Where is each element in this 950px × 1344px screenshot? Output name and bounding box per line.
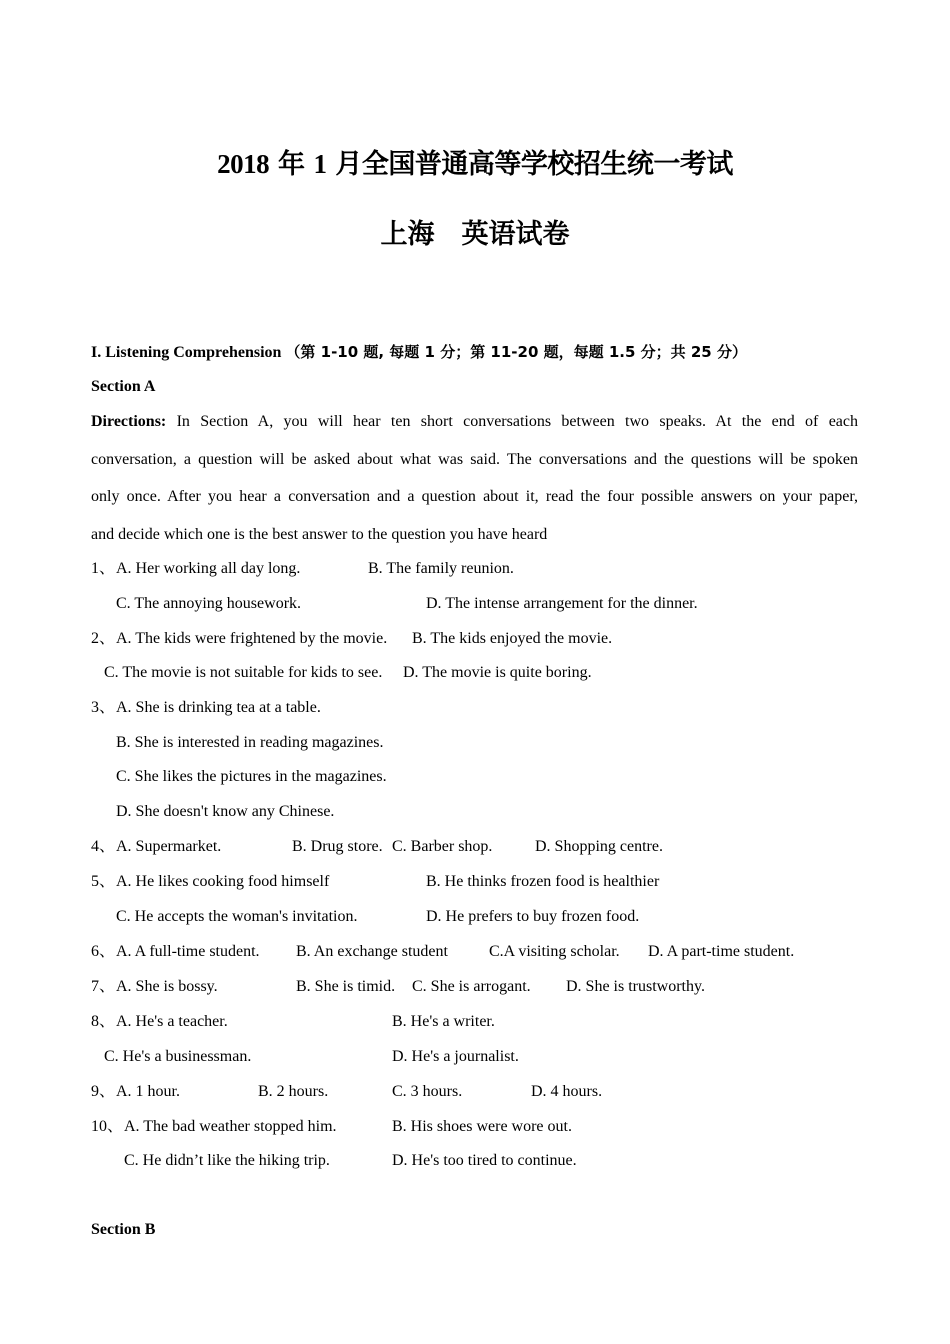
question-number: 2、 — [91, 630, 116, 647]
option-d: D. Shopping centre. — [535, 838, 663, 855]
part-heading — [91, 342, 747, 363]
option-a: A. 1 hour. — [116, 1083, 180, 1100]
option-c: C. 3 hours. — [392, 1083, 463, 1100]
question-number: 6、 — [91, 943, 116, 960]
section-a-label: Section A — [91, 378, 156, 395]
question-number: 5、 — [91, 873, 116, 890]
option-c: C. She likes the pictures in the magazines. — [116, 768, 387, 785]
exam-title — [0, 142, 950, 181]
option-c: C. The movie is not suitable for kids to see. — [104, 664, 383, 681]
option-a: A. The bad weather stopped him. — [124, 1118, 337, 1135]
option-b: B. 2 hours. — [258, 1083, 329, 1100]
option-b: B. The family reunion. — [368, 560, 514, 577]
option-a: A. The kids were frightened by the movie. — [116, 630, 388, 647]
question-number: 3、 — [91, 699, 116, 716]
option-d: D. He's too tired to continue. — [392, 1152, 577, 1169]
option-d: D. The movie is quite boring. — [403, 664, 592, 681]
directions-line: and decide which one is the best answer to the question you have heard — [91, 525, 548, 543]
directions-paragraph — [91, 403, 858, 553]
option-b: B. An exchange student — [296, 943, 448, 960]
directions-line: conversation, a question will be asked about what was said. The conversations and the questions will be spoken — [91, 450, 858, 468]
option-d: D. She doesn't know any Chinese. — [116, 803, 335, 820]
section-b-label: Section B — [91, 1221, 156, 1238]
option-b: B. The kids enjoyed the movie. — [412, 630, 613, 647]
question-number: 9、 — [91, 1083, 116, 1100]
option-a: A. Her working all day long. — [116, 560, 301, 577]
option-a: A. He likes cooking food himself — [116, 873, 330, 890]
directions-line: only once. After you hear a conversation and a question about it, read the four possible answers on your paper, — [91, 488, 858, 505]
directions-line — [91, 403, 858, 441]
option-b: B. Drug store. — [292, 838, 383, 855]
option-c: C.A visiting scholar. — [489, 943, 620, 960]
option-b: B. She is interested in reading magazines. — [116, 734, 384, 751]
title-year-unit: 年 — [269, 149, 314, 180]
option-a: A. He's a teacher. — [116, 1013, 228, 1030]
option-c: C. He's a businessman. — [104, 1048, 252, 1065]
title-year: 2018 — [217, 149, 270, 179]
option-d: D. He's a journalist. — [392, 1048, 519, 1065]
option-c: C. She is arrogant. — [412, 978, 531, 995]
option-a: A. Supermarket. — [116, 838, 222, 855]
option-b: B. His shoes were wore out. — [392, 1118, 572, 1135]
option-b: B. He thinks frozen food is healthier — [426, 873, 660, 890]
exam-subtitle: 上海 英语试卷 — [380, 219, 570, 250]
part-heading-scoring: （第 1-10 题, 每题 1 分；第 11-20 题，每题 1.5 分；共 25 分） — [285, 343, 747, 361]
option-c: C. The annoying housework. — [116, 595, 302, 612]
question-number: 7、 — [91, 978, 116, 995]
part-heading-label: I. Listening Comprehension — [91, 344, 282, 361]
title-rest: 月全国普通高等学校招生统一考试 — [326, 149, 733, 180]
option-c: C. He accepts the woman's invitation. — [116, 908, 358, 925]
option-b: B. She is timid. — [296, 978, 396, 995]
directions-text: In Section A, you will hear ten short conversations between two speaks. At the end of each — [166, 413, 858, 430]
question-number: 1、 — [91, 560, 116, 577]
question-number: 8、 — [91, 1013, 116, 1030]
option-a: A. She is drinking tea at a table. — [116, 699, 321, 716]
question-number: 10、 — [91, 1118, 124, 1135]
option-d: D. She is trustworthy. — [566, 978, 705, 995]
option-d: D. 4 hours. — [531, 1083, 603, 1100]
directions-label: Directions: — [91, 413, 167, 430]
option-d: D. He prefers to buy frozen food. — [426, 908, 640, 925]
title-month: 1 — [313, 149, 327, 179]
option-a: A. A full-time student. — [116, 943, 260, 960]
option-a: A. She is bossy. — [116, 978, 218, 995]
option-c: C. He didn’t like the hiking trip. — [124, 1152, 330, 1169]
option-d: D. The intense arrangement for the dinner. — [426, 595, 698, 612]
question-number: 4、 — [91, 838, 116, 855]
option-c: C. Barber shop. — [392, 838, 493, 855]
option-d: D. A part-time student. — [648, 943, 795, 960]
option-b: B. He's a writer. — [392, 1013, 495, 1030]
